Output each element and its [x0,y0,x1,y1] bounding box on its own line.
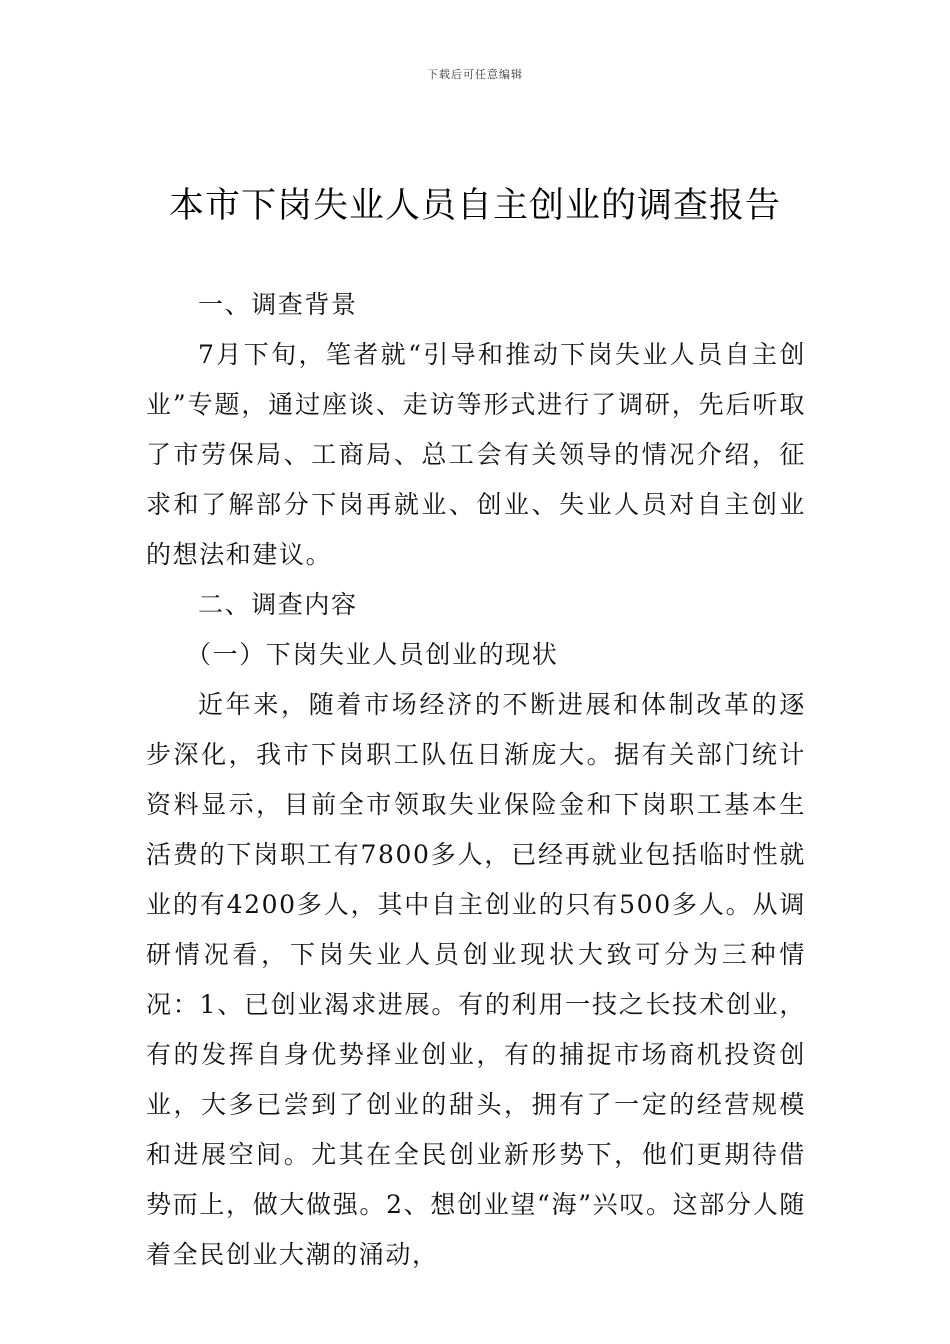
section-heading-background: 一、调查背景 [198,290,358,319]
subsection-heading-status: （一）下岗失业人员创业的现状 [186,640,559,669]
document-title: 本市下岗失业人员自主创业的调查报告 [168,186,781,226]
paragraph-status: 近年来，随着市场经济的不断进展和体制改革的逐步深化，我市下岗职工队伍日渐庞大。据有关部门统计资料显示，目前全市领取失业保险金和下岗职工基本生活费的下岗职工有7800多人，已经再就业包括临时性就业的有4200多人，其中自主创业的只有500多人。从调研情况看，下岗失业人员创业现状大致可分为三种情况：1、已创业渴求进展。有的利用一技之长技术创业，有的发挥自身优势择业创业，有的捕捉市场商机投资创业，大多已尝到了创业的甜头，拥有了一定的经营规模和进展空间。尤其在全民创业新形势下，他们更期待借势而上，做大做强。2、想创业望“海”兴叹。这部分人随着全民创业大潮的涌动， [146,690,806,1269]
header-note: 下载后可任意编辑 [427,68,523,81]
document-body [146,280,806,1280]
paragraph-background: 7月下旬，笔者就“引导和推动下岗失业人员自主创业”专题，通过座谈、走访等形式进行了调研，先后听取了市劳保局、工商局、总工会有关领导的情况介绍，征求和了解部分下岗再就业、创业、失业人员对自主创业的想法和建议。 [146,340,806,569]
section-heading-content: 二、调查内容 [198,590,358,619]
